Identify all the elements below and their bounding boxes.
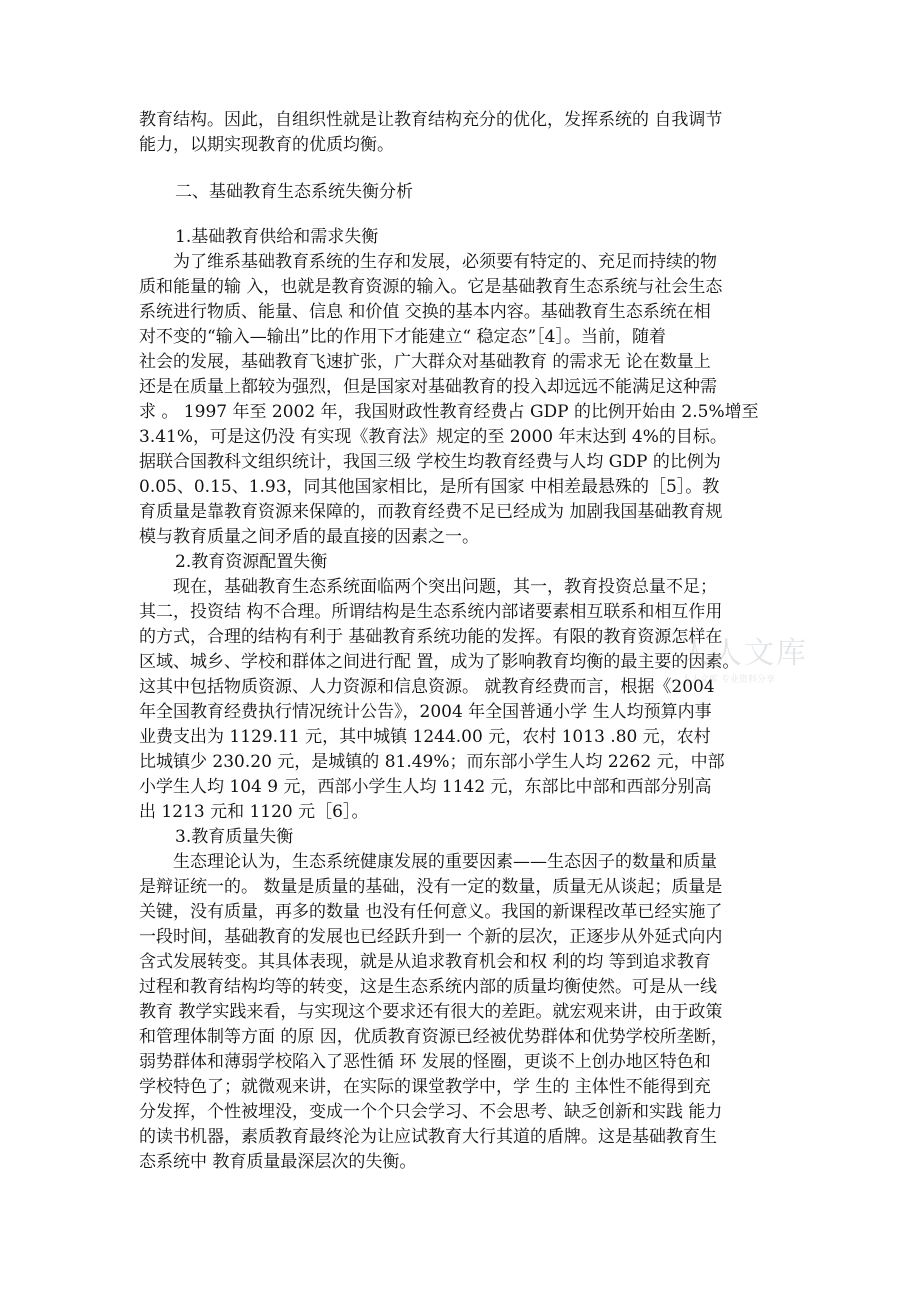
watermark-subtitle: 人人文库 专业资料分享: [682, 675, 775, 685]
text-line: 对不变的“输入—输出”比的作用下才能建立“ 稳定态”［4］。当前，随着: [139, 327, 666, 347]
text-line: 这其中包括物质资源、人力资源和信息资源。 就教育经费而言，根据《2004: [139, 677, 715, 697]
text-line: 教育 教学实践来看，与实现这个要求还有很大的差距。就宏观来讲，由于政策: [139, 1002, 723, 1022]
text-line: 含式发展转变。其具体表现，就是从追求教育机会和权 利的均 等到追求教育: [139, 952, 711, 972]
text-line: 0.05、0.15、1.93，同其他国家相比，是所有国家 中相差最悬殊的［5］。教: [139, 477, 720, 497]
text-line: 的读书机器，素质教育最终沦为让应试教育大行其道的盾牌。这是基础教育生: [139, 1127, 717, 1147]
text-line: 社会的发展，基础教育飞速扩张，广大群众对基础教育 的需求无 论在数量上: [139, 352, 711, 372]
text-line: 关键，没有质量，再多的数量 也没有任何意义。我国的新课程改革已经实施了: [139, 902, 723, 922]
text-line: 现在，基础教育生态系统面临两个突出问题，其一，教育投资总量不足；: [173, 577, 717, 597]
text-line: 系统进行物质、能量、信息 和价值 交换的基本内容。基础教育生态系统在相: [139, 302, 711, 322]
text-line: 是辩证统一的。 数量是质量的基础，没有一定的数量，质量无从谈起；质量是: [139, 877, 723, 897]
text-line: 模与教育质量之间矛盾的最直接的因素之一。: [139, 527, 479, 547]
text-line: 能力，以期实现教育的优质均衡。: [139, 135, 394, 155]
text-line: 比城镇少 230.20 元，是城镇的 81.49%；而东部小学生人均 2262 元，中部: [139, 752, 725, 772]
text-line: 的方式，合理的结构有利于 基础教育系统功能的发挥。有限的教育资源怎样在: [139, 627, 723, 647]
text-line: 出 1213 元和 1120 元［6］。: [139, 802, 369, 822]
text-line: 学校特色了；就微观来讲，在实际的课堂教学中，学 生的 主体性不能得到充: [139, 1077, 711, 1097]
text-line: 年全国教育经费执行情况统计公告》，2004 年全国普通小学 生人均预算内事: [139, 702, 712, 722]
watermark-title: 人人文库: [680, 636, 808, 671]
text-line: 据联合国教科文组织统计，我国三级 学校生均教育经费与人均 GDP 的比例为: [139, 452, 721, 472]
subsection-heading: 2.教育资源配置失衡: [175, 552, 328, 572]
text-line: 区域、城乡、学校和群体之间进行配 置，成为了影响教育均衡的最主要的因素。: [139, 652, 740, 672]
text-line: 分发挥，个性被埋没，变成一个个只会学习、不会思考、缺乏创新和实践 能力: [139, 1102, 723, 1122]
text-line: 还是在质量上都较为强烈，但是国家对基础教育的投入却远远不能满足这种需: [139, 377, 717, 397]
text-line: 一段时间，基础教育的发展也已经跃升到一 个新的层次，正逐步从外延式向内: [139, 927, 723, 947]
subsection-heading: 3.教育质量失衡: [175, 827, 294, 847]
text-line: 小学生人均 104 9 元，西部小学生人均 1142 元，东部比中部和西部分别高: [139, 777, 712, 797]
text-line: 态系统中 教育质量最深层次的失衡。: [139, 1152, 417, 1172]
text-line: 为了维系基础教育系统的生存和发展，必须要有特定的、充足而持续的物: [173, 252, 717, 272]
text-line: 3.41%，可是这仍没 有实现《教育法》规定的至 2000 年末达到 4%的目标。: [139, 427, 727, 447]
text-line: 弱势群体和薄弱学校陷入了恶性循 环 发展的怪圈，更谈不上创办地区特色和: [139, 1052, 711, 1072]
text-line: 求 。 1997 年至 2002 年，我国财政性教育经费占 GDP 的比例开始由 2.5%增至: [139, 402, 759, 422]
text-line: 质和能量的输 入，也就是教育资源的输入。它是基础教育生态系统与社会生态: [139, 277, 723, 297]
text-line: 过程和教育结构均等的转变，这是生态系统内部的质量均衡使然。可是从一线: [139, 977, 717, 997]
text-line: 和管理体制等方面 的原 因，优质教育资源已经被优势群体和优势学校所垄断，: [139, 1027, 728, 1047]
section-heading: 二、基础教育生态系统失衡分析: [175, 182, 413, 202]
text-line: 教育结构。因此，自组织性就是让教育结构充分的优化，发挥系统的 自我调节: [139, 110, 723, 130]
text-line: 育质量是靠教育资源来保障的，而教育经费不足已经成为 加剧我国基础教育规: [139, 502, 723, 522]
text-line: 业费支出为 1129.11 元，其中城镇 1244.00 元，农村 1013 .80 元，农村: [139, 727, 711, 747]
subsection-heading: 1.基础教育供给和需求失衡: [175, 227, 379, 247]
document-page: [139, 108, 779, 1175]
text-line: 其二，投资结 构不合理。所谓结构是生态系统内部诸要素相互联系和相互作用: [139, 602, 723, 622]
text-line: 生态理论认为，生态系统健康发展的重要因素——生态因子的数量和质量: [173, 852, 717, 872]
